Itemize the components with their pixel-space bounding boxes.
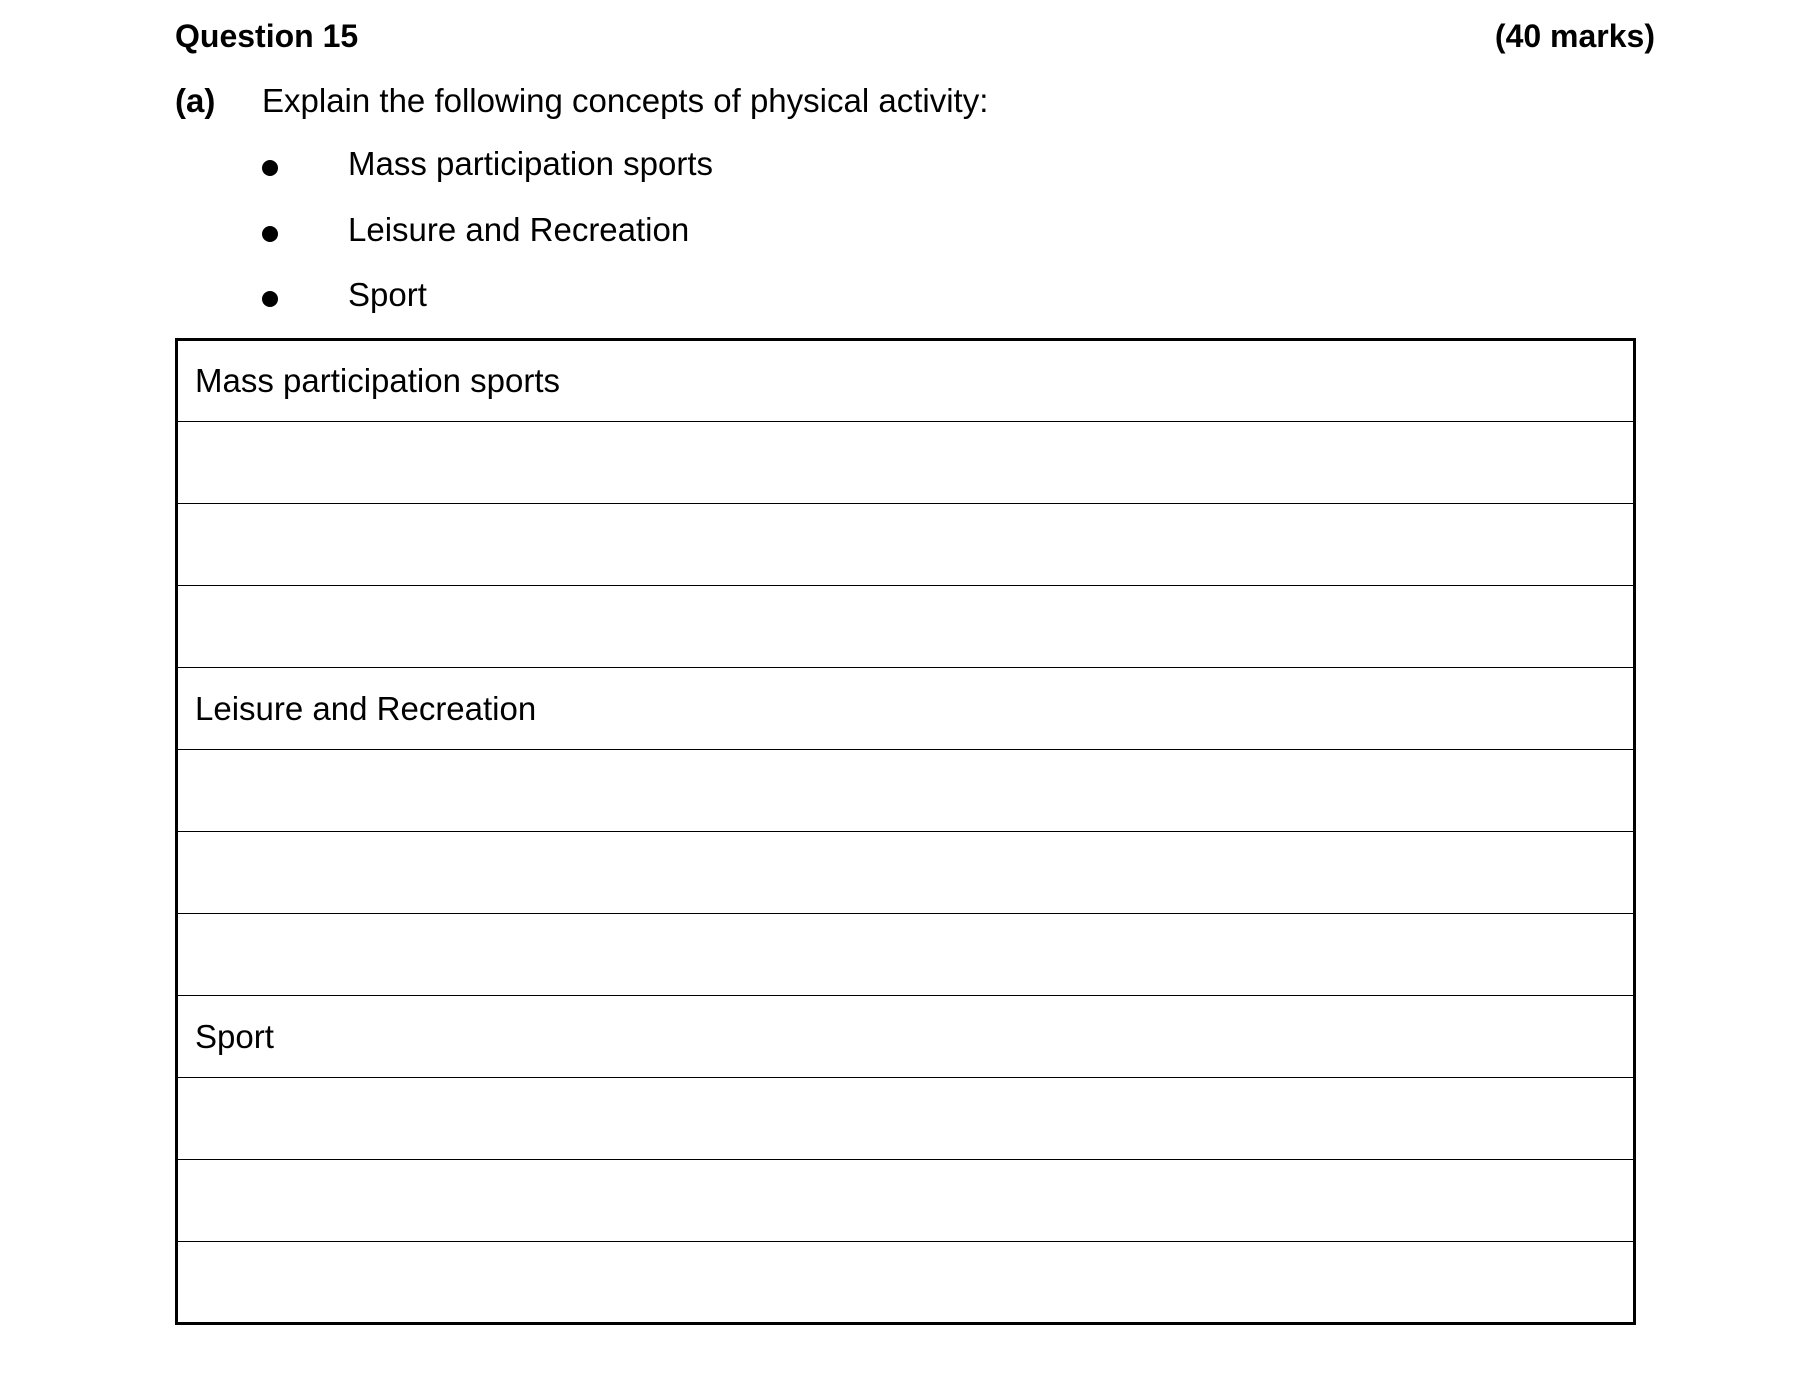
concept-label: Leisure and Recreation <box>348 210 690 248</box>
answer-line-cell[interactable] <box>177 1242 1635 1324</box>
bullet-icon <box>262 160 278 176</box>
answer-line[interactable] <box>177 914 1635 996</box>
answer-line[interactable] <box>177 1078 1635 1160</box>
concept-item <box>262 276 713 342</box>
section-heading-row <box>177 340 1635 422</box>
answer-line[interactable] <box>177 586 1635 668</box>
section-heading: Leisure and Recreation <box>177 668 1635 750</box>
answer-line-cell[interactable] <box>177 1078 1635 1160</box>
section-heading-row <box>177 996 1635 1078</box>
concept-label: Sport <box>348 276 427 313</box>
part-prompt: Explain the following concepts of physical activity: <box>262 82 989 119</box>
answer-line[interactable] <box>177 1242 1635 1324</box>
concept-item <box>262 211 713 277</box>
question-marks: (40 marks) <box>1494 18 1655 54</box>
concept-item <box>262 145 713 211</box>
bullet-icon <box>262 291 278 307</box>
answer-line-cell[interactable] <box>177 504 1635 586</box>
answer-line[interactable] <box>177 750 1635 832</box>
section-heading: Sport <box>177 996 1635 1078</box>
answer-line-cell[interactable] <box>177 586 1635 668</box>
answer-table <box>175 338 1636 1325</box>
part-label: (a) <box>175 82 216 119</box>
bullet-icon <box>262 226 278 242</box>
concept-list <box>262 145 713 342</box>
answer-line-cell[interactable] <box>177 750 1635 832</box>
answer-line[interactable] <box>177 1160 1635 1242</box>
answer-line[interactable] <box>177 832 1635 914</box>
answer-line-cell[interactable] <box>177 914 1635 996</box>
answer-line-cell[interactable] <box>177 1160 1635 1242</box>
answer-line[interactable] <box>177 504 1635 586</box>
answer-line-cell[interactable] <box>177 832 1635 914</box>
answer-line[interactable] <box>177 422 1635 504</box>
section-heading-row <box>177 668 1635 750</box>
section-heading: Mass participation sports <box>195 362 560 399</box>
question-title: Question 15 <box>175 18 359 54</box>
concept-label: Mass participation sports <box>348 145 713 182</box>
answer-line-cell[interactable] <box>177 422 1635 504</box>
